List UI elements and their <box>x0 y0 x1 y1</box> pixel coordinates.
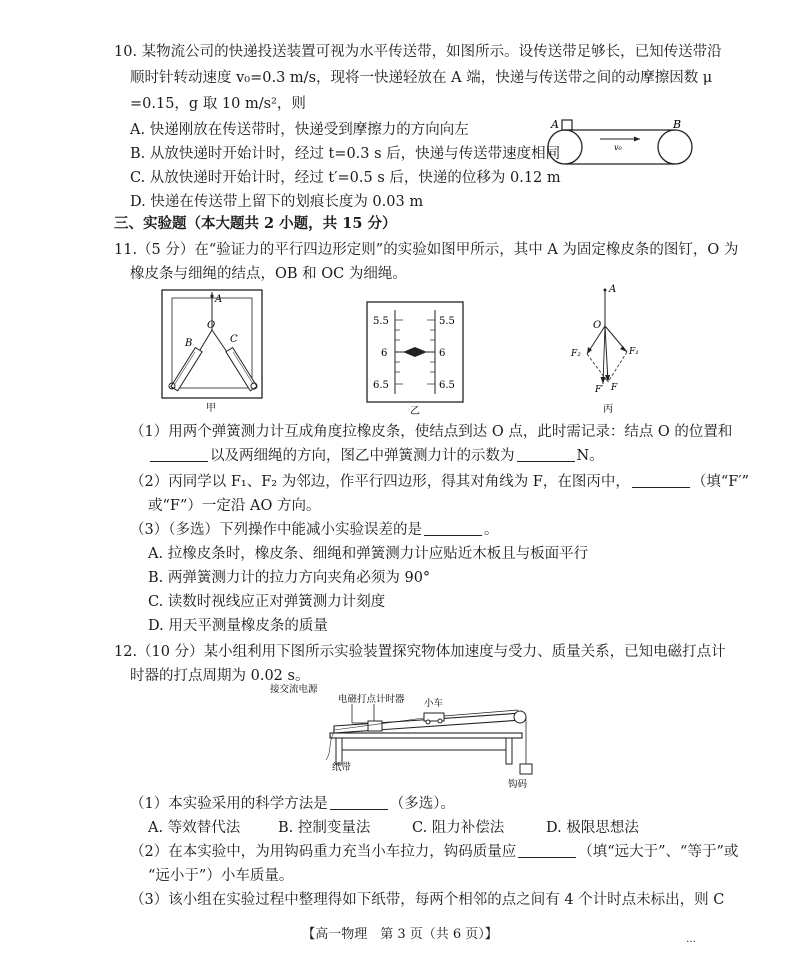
bing-label-f-prime: F′ <box>595 385 604 395</box>
figure-yi-spring-scale <box>365 300 465 415</box>
jia-label-c: C <box>230 334 238 345</box>
q11-option-a: A. 拉橡皮条时，橡皮条、细绳和弹簧测力计应贴近木板且与板面平行 <box>148 546 589 562</box>
scale-tick-left-55: 5.5 <box>373 316 389 327</box>
figure-jia-board <box>160 288 264 413</box>
scale-tick-right-6: 6 <box>439 348 446 359</box>
q10-stem-line2: 顺时针转动速度 v₀=0.3 m/s，现将一快递轻放在 A 端，快递与传送带之间的动摩擦因数 μ <box>130 70 713 86</box>
pulley <box>514 711 526 723</box>
label-paper-tape: 纸带 <box>332 762 352 773</box>
q11-stem-line1: 11.（5 分）在“验证力的平行四边形定则”的实验如图甲所示，其中 A 为固定橡皮条的图钉，O 为 <box>114 242 739 258</box>
package-block <box>562 120 572 130</box>
q12-part2-line1: （2）在本实验中，为用钩码重力充当小车拉力，钩码质量应 （填“远大于”、“等于”或 <box>130 844 739 860</box>
q10-option-a: A. 快递刚放在传送带时，快递受到摩擦力的方向向左 <box>130 122 469 138</box>
answer-blank[interactable] <box>150 447 208 462</box>
q11-part1-line1: （1）用两个弹簧测力计互成角度拉橡皮条，使结点到达 O 点，此时需记录：结点 O 的位置和 <box>130 424 733 440</box>
figure-jia-label: 甲 <box>206 403 216 414</box>
bing-label-a: A <box>609 284 617 295</box>
q12-stem-line2: 时器的打点周期为 0.02 s。 <box>130 668 310 684</box>
answer-blank[interactable] <box>632 473 690 488</box>
q11-option-c: C. 读数时视线应正对弹簧测力计刻度 <box>148 594 386 610</box>
q10-option-c: C. 从放快递时开始计时，经过 t′=0.5 s 后，快递的位移为 0.12 m <box>130 170 561 186</box>
q12-option-c: C. 阻力补偿法 <box>412 820 505 836</box>
belt-speed-label: v₀ <box>614 143 622 152</box>
answer-blank[interactable] <box>424 521 482 536</box>
bing-label-f2: F₂ <box>571 349 581 359</box>
scale-tick-right-55: 5.5 <box>439 316 455 327</box>
jia-label-o: O <box>207 320 216 331</box>
figure-yi-label: 乙 <box>410 406 420 417</box>
q11-option-d: D. 用天平测量橡皮条的质量 <box>148 618 328 634</box>
table-top <box>330 733 522 738</box>
q12-option-a: A. 等效替代法 <box>148 820 241 836</box>
q10-option-d: D. 快递在传送带上留下的划痕长度为 0.03 m <box>130 194 424 210</box>
jia-label-a: A <box>215 294 223 305</box>
q11-part2-line2: 或“F”）一定沿 AO 方向。 <box>148 498 321 514</box>
label-hook-weight: 钩码 <box>508 779 528 790</box>
q10-stem-line3: =0.15，g 取 10 m/s²，则 <box>130 96 306 112</box>
q11-part2-line1: （2）丙同学以 F₁、F₂ 为邻边，作平行四边形，得其对角线为 F，在图丙中， （填“F′” <box>130 474 750 490</box>
cart-apparatus-figure <box>270 686 560 790</box>
section-heading: 三、实验题（本大题共 2 小题，共 15 分） <box>114 215 397 232</box>
bing-label-o: O <box>593 320 602 331</box>
q11-stem-line2: 橡皮条与细绳的结点，OB 和 OC 为细绳。 <box>130 266 407 282</box>
q11-part1-line2: 以及两细绳的方向，图乙中弹簧测力计的示数为 N。 <box>148 446 604 466</box>
conveyor-belt-figure <box>540 112 700 172</box>
label-timer: 电磁打点计时器 <box>338 694 405 705</box>
hook-weight <box>520 764 532 774</box>
figure-bing-force-parallelogram <box>565 282 655 417</box>
jia-label-b: B <box>185 338 193 349</box>
answer-blank[interactable] <box>517 447 575 462</box>
q12-part1-line: （1）本实验采用的科学方法是 （多选）。 <box>130 796 455 812</box>
page-footer: 【高一物理 第 3 页（共 6 页）】 <box>302 927 498 942</box>
label-power-source: 接交流电源 <box>270 684 318 695</box>
answer-blank[interactable] <box>518 843 576 858</box>
corner-mark: … <box>686 934 696 945</box>
belt-label-b: B <box>673 118 682 131</box>
q10-option-b: B. 从放快递时开始计时，经过 t=0.3 s 后，快递与传送带速度相同 <box>130 146 561 162</box>
q10-stem-line1: 10. 某物流公司的快递投送装置可视为水平传送带，如图所示。设传送带足够长，已知传送带沿 <box>114 44 722 60</box>
timer-device <box>368 721 382 731</box>
scale-tick-left-65: 6.5 <box>373 380 389 391</box>
scale-tick-right-65: 6.5 <box>439 380 455 391</box>
figure-bing-label: 丙 <box>603 404 613 415</box>
scale-tick-left-6: 6 <box>381 348 388 359</box>
q11-option-b: B. 两弹簧测力计的拉力方向夹角必须为 90° <box>148 570 431 586</box>
bing-label-f: F <box>611 383 618 393</box>
belt-label-a: A <box>551 118 559 131</box>
q12-option-b: B. 控制变量法 <box>278 820 371 836</box>
bing-label-f1: F₁ <box>629 347 639 357</box>
q12-part2-line2: “远小于”）小车质量。 <box>148 868 294 884</box>
q12-part3-line: （3）该小组在实验过程中整理得如下纸带，每两个相邻的点之间有 4 个计时点未标出，则 C <box>130 892 725 908</box>
q12-option-d: D. 极限思想法 <box>546 820 639 836</box>
q11-part3-line: （3）（多选）下列操作中能减小实验误差的是 。 <box>130 522 499 538</box>
label-cart: 小车 <box>424 698 444 709</box>
answer-blank[interactable] <box>330 795 388 810</box>
q12-stem-line1: 12.（10 分）某小组利用下图所示实验装置探究物体加速度与受力、质量关系，已知电磁打点计 <box>114 644 726 660</box>
